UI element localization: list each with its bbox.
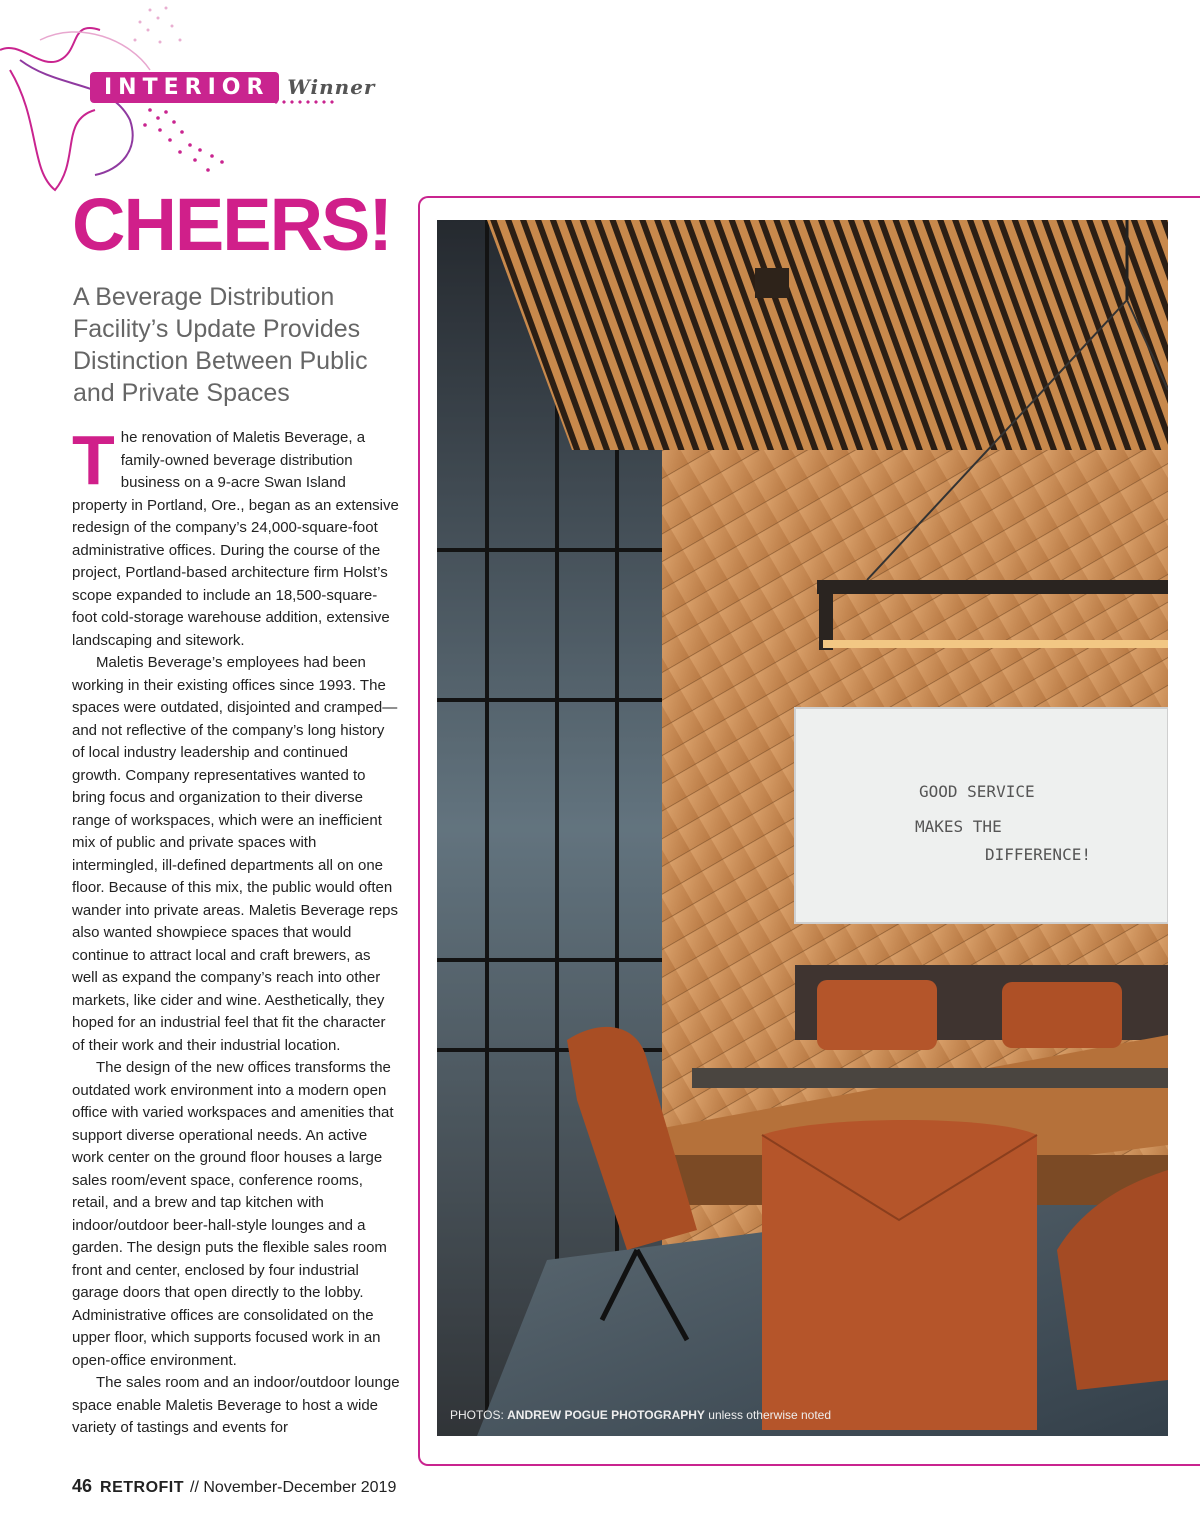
dotted-underline bbox=[272, 100, 336, 104]
article-paragraph: Maletis Beverage’s employees had been working in their existing offices since 1993. The spaces were outdated, disjointed and cramped—and not reflective of the company’s long history of local industry leadership and continued growth. Company representatives wanted to bring focus and organization to their diverse range of workspaces, which were an inefficient mix of public and private spaces with intermingled, ill-defined departments all on one floor. Because of this mix, the public would often wander into private areas. Maletis Beverage reps also wanted showpiece spaces that would continue to attract local and craft brewers, as well as expand the company’s reach into other markets, like cider and wine. Aesthetically, they hoped for an industrial feel that fit the character of their work and their industrial location. bbox=[72, 654, 399, 1054]
section-tag bbox=[90, 70, 375, 104]
dropcap: T bbox=[72, 421, 115, 499]
article-body bbox=[72, 421, 400, 1440]
credit-suffix: unless otherwise noted bbox=[708, 1408, 832, 1422]
section-label: INTERIOR bbox=[90, 72, 279, 103]
article-paragraph: The sales room and an indoor/outdoor lounge space enable Maletis Beverage to host a wide variety of tastings and events for bbox=[72, 1374, 400, 1436]
whiteboard-text: DIFFERENCE! bbox=[985, 845, 1091, 864]
article-paragraph bbox=[72, 421, 400, 652]
issue-date: // November-December 2019 bbox=[190, 1479, 397, 1496]
whiteboard-text: GOOD SERVICE bbox=[919, 782, 1035, 801]
paragraph-text: he renovation of Maletis Beverage, a family-owned beverage distribution business on a 9-acre Swan Island property in Portland, Ore., began as an extensive redesign of the company’s 24,000-square-foot administrative offices. During the course of the project, Portland-based architecture firm Holst’s scope expanded to include an 18,500-square-foot cold-storage warehouse addition, extensive landscaping and sitework. bbox=[72, 429, 399, 649]
conference-room-photo bbox=[437, 220, 1168, 1436]
whiteboard-text: MAKES THE bbox=[915, 817, 1002, 836]
credit-prefix: PHOTOS: bbox=[450, 1408, 504, 1422]
photo-credit bbox=[450, 1408, 831, 1422]
section-sublabel: Winner bbox=[287, 75, 376, 99]
page-number: 46 bbox=[72, 1476, 93, 1496]
credit-name: ANDREW POGUE PHOTOGRAPHY bbox=[507, 1408, 705, 1422]
magazine-name: RETROFIT bbox=[100, 1479, 185, 1496]
headline: CHEERS! bbox=[72, 183, 392, 266]
page-footer bbox=[72, 1476, 396, 1497]
article-paragraph: The design of the new offices transforms the outdated work environment into a modern open office with varied workspaces and amenities that support diverse operational needs. An active work center on the ground floor houses a large sales room/event space, conference rooms, retail, and a brew and tap kitchen with indoor/outdoor beer-hall-style lounges and a garden. The design puts the flexible sales room front and center, enclosed by four industrial garage doors that open directly to the lobby. Administrative offices are consolidated on the upper floor, which supports focused work in an open-office environment. bbox=[72, 1059, 394, 1369]
dek-subtitle: A Beverage Distribution Facility’s Update Provides Distinction Between Public and Private Spaces bbox=[73, 283, 368, 407]
